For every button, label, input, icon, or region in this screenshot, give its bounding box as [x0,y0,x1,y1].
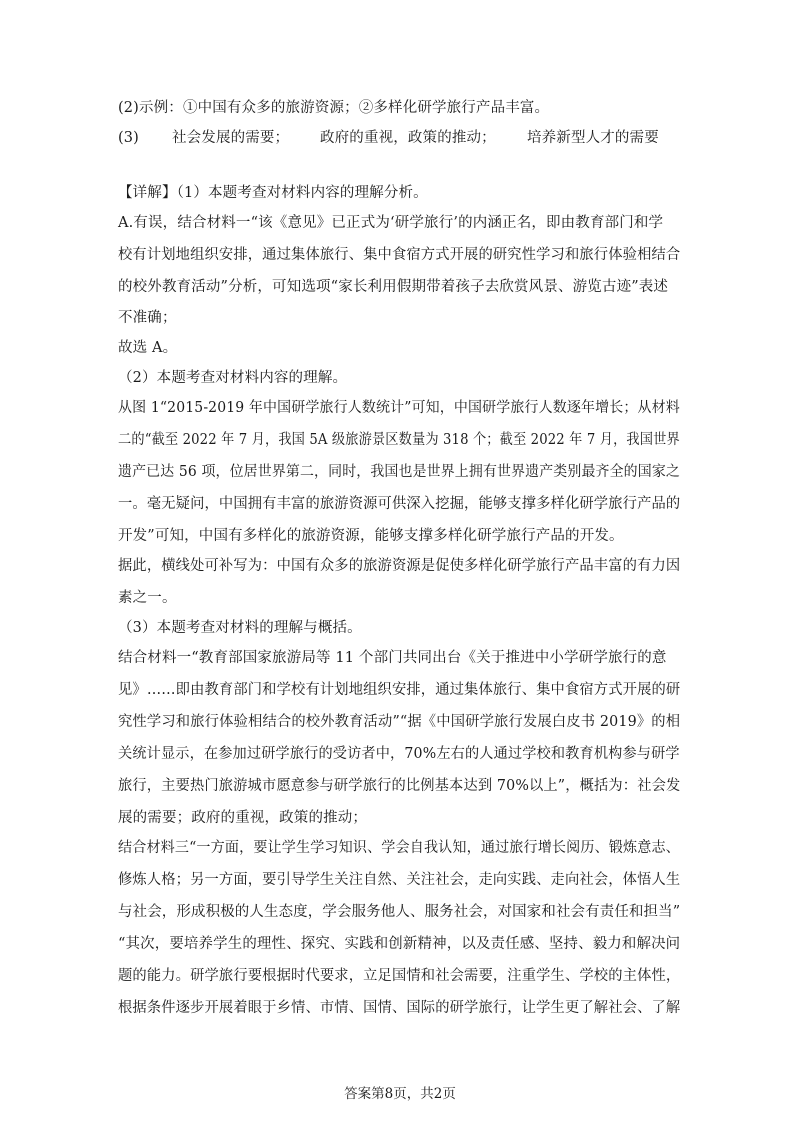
paragraph-line: 展的需要；政府的重视，政策的推动； [118,810,368,826]
paragraph-line: 究性学习和旅行体验相结合的校外教育活动”“据《中国研学旅行发展白皮书 2019》的相 [118,714,681,730]
paragraph-line: 题的能力。研学旅行要根据时代要求，立足国情和社会需要，注重学生、学校的主体性， [118,968,681,984]
paragraph-line: 二的“截至 2022 年 7 月，我国 5A 级旅游景区数量为 318 个；截至 2022 年 7 月，我国世界 [118,432,680,448]
detail-heading: 【详解】（1）本题考查对材料内容的理解分析。 [118,185,428,201]
page-footer: 答案第8页，共2页 [344,1086,456,1102]
section-heading: （2）本题考查对材料内容的理解。 [118,370,348,386]
paragraph-line: 结合材料三“一方面，要让学生学习知识、学会自我认知，通过旅行增长阅历、锻炼意志、 [118,840,680,856]
answer-3 [118,128,678,148]
paragraph-line: 故选 A。 [118,340,178,356]
paragraph-line: 开发”可知，中国有多样化的旅游资源，能够支撑多样化研学旅行产品的开发。 [118,528,624,544]
paragraph-line: 见》……即由教育部门和学校有计划地组织安排，通过集体旅行、集中食宿方式开展的研 [118,682,681,698]
paragraph-line: 旅行，主要热门旅游城市愿意参与研学旅行的比例基本达到 70%以上”，概括为：社会发 [118,778,681,794]
answer-3-number: (3) [118,130,139,146]
paragraph-line: “其次，要培养学生的理性、探究、实践和创新精神，以及责任感、坚持、毅力和解决问 [118,936,681,952]
paragraph-line: 不准确； [118,310,177,326]
section-heading: （3）本题考查对材料的理解与概括。 [118,620,362,636]
paragraph-line: 的校外教育活动”分析，可知选项“家长利用假期带着孩子去欣赏风景、游览古迹”表述 [118,279,669,295]
paragraph-line: 据此，横线处可补写为：中国有众多的旅游资源是促使多样化研学旅行产品丰富的有力因 [118,558,681,574]
paragraph-line: 与社会，形成积极的人生态度，学会服务他人、服务社会，对国家和社会有责任和担当” [118,904,681,920]
answer-2: (2)示例：①中国有众多的旅游资源；②多样化研学旅行产品丰富。 [118,100,550,116]
paragraph-line: 根据条件逐步开展着眼于乡情、市情、国情、国际的研学旅行，让学生更了解社会、了解 [118,1000,681,1016]
paragraph-line: 一。毫无疑问，中国拥有丰富的旅游资源可供深入挖掘，能够支撑多样化研学旅行产品的 [118,496,681,512]
paragraph-line: 关统计显示，在参加过研学旅行的受访者中，70%左右的人通过学校和教育机构参与研学 [118,746,680,762]
paragraph-line: 素之一。 [118,590,177,606]
paragraph-line: 遗产已达 56 项，位居世界第二，同时，我国也是世界上拥有世界遗产类别最齐全的国家之 [118,464,680,480]
answer-3-point-2: 政府的重视，政策的推动； [320,130,496,146]
paragraph-line: A.有误，结合材料一“该《意见》已正式为‘研学旅行’的内涵正名，即由教育部门和学 [118,215,664,231]
paragraph-line: 修炼人格；另一方面，要引导学生关注自然、关注社会，走向实践、走向社会，体悟人生 [118,872,681,888]
paragraph-line: 校有计划地组织安排，通过集体旅行、集中食宿方式开展的研究性学习和旅行体验相结合 [118,247,681,263]
paragraph-line: 从图 1“2015-2019 年中国研学旅行人数统计”可知，中国研学旅行人数逐年增长；从材料 [118,400,680,416]
answer-3-point-3: 培养新型人才的需要 [527,130,659,146]
paragraph-line: 结合材料一“教育部国家旅游局等 11 个部门共同出台《关于推进中小学研学旅行的意 [118,650,667,666]
answer-3-point-1: 社会发展的需要； [172,130,290,146]
